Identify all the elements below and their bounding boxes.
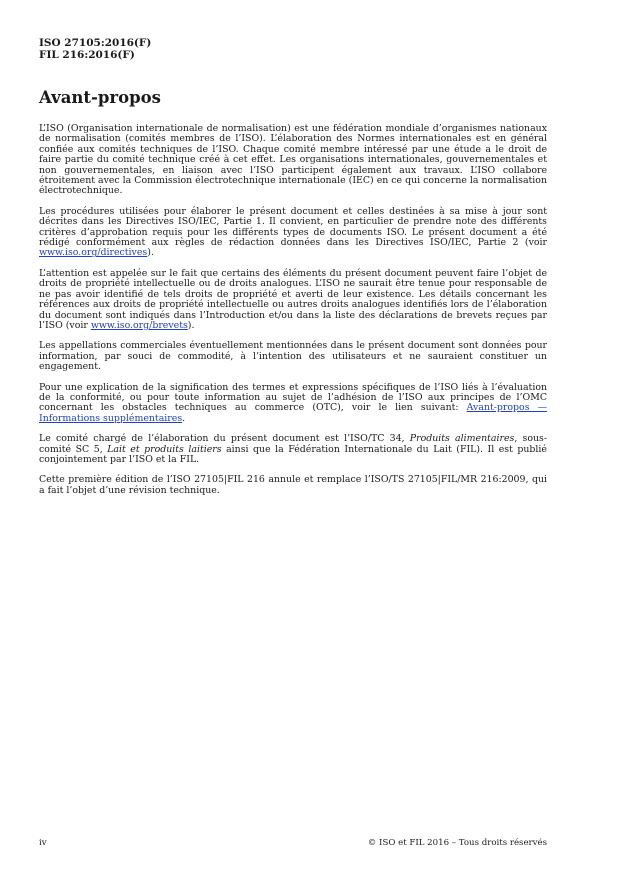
link-directives[interactable]: www.iso.org/directives: [39, 247, 148, 259]
paragraph-committee: Le comité chargé de l’élaboration du présent document est l’ISO/TC 34, Produits alimentaires, sous-comité SC 5, Lait et produits laitiers ainsi que la Fédération Internationale du Lait (FIL). Il est publié conjointement par l’ISO et la FIL.: [39, 433, 547, 465]
link-brevets[interactable]: www.iso.org/brevets: [90, 319, 188, 331]
paragraph-conformity: Pour une explication de la signification des termes et expressions spécifiques de l’ISO liés à l’évaluation de la conformité, ou pour toute information au sujet de l’adhésion de l’ISO aux principes de l’OMC concernant les obstacles techniques au commerce (OTC), voir le lien suivant: Avant-propos — Informations supplémentaires.: [39, 381, 548, 424]
page-title: Avant-propos: [39, 88, 161, 107]
standard-number-fil: FIL 216:2016(F): [39, 49, 135, 61]
paragraph-edition: Cette première édition de l’ISO 27105|FIL 216 annule et remplace l’ISO/TS 27105|FIL/MR 216:2009, qui a fait l’objet d’une révision technique.: [39, 474, 547, 496]
foreword-body: [39, 124, 547, 506]
paragraph-procedures: Les procédures utilisées pour élaborer le présent document et celles destinées à sa mise à jour sont décrites dans les Directives ISO/IEC, Partie 1. Il convient, en particulier de prendre note des différents critères d’approbation requis pour les différents types de documents ISO. Le présent document a été rédigé conformément aux règles de rédaction données dans les Directives ISO/IEC, Partie 2 (voir www.iso.org/directives).: [39, 205, 547, 259]
paragraph-trade-names: Les appellations commerciales éventuellement mentionnées dans le présent document sont données pour information, par souci de commodité, à l’intention des utilisateurs et ne sauraient constituer un engagement.: [39, 340, 547, 373]
document-header: [39, 37, 151, 61]
page-number: iv: [39, 838, 47, 848]
paragraph-patents: L’attention est appelée sur le fait que certains des éléments du présent document peuvent faire l’objet de droits de propriété intellectuelle ou de droits analogues. L’ISO ne saurait être tenue pour responsable de ne pas avoir identifié de tels droits de propriété et averti de leur existence. Les détails concernant les références aux droits de propriété intellectuelle ou autres droits analogues identifiés lors de l’élaboration du document sont indiqués dans l’Introduction et/ou dans la liste des déclarations de brevets reçues par l’ISO (voir www.iso.org/brevets).: [39, 267, 547, 331]
page-footer: [39, 838, 547, 848]
standard-number-iso: ISO 27105:2016(F): [39, 37, 152, 49]
link-supplementary-info[interactable]: Avant-propos — Informations supplémentaires: [39, 402, 548, 424]
paragraph-iso-intro: L’ISO (Organisation internationale de normalisation) est une fédération mondiale d’organismes nationaux de normalisation (comités membres de l’ISO). L’élaboration des Normes internationales est en général confiée aux comités techniques de l’ISO. Chaque comité membre intéressé par une étude a le droit de faire partie du comité technique créé à cet effet. Les organisations internationales, gouvernementales et non gouvernementales, en liaison avec l’ISO participent également aux travaux. L’ISO collabore étroitement avec la Commission électrotechnique internationale (IEC) en ce qui concerne la normalisation électrotechnique.: [39, 123, 547, 197]
copyright-notice: © ISO et FIL 2016 – Tous droits réservés: [367, 838, 547, 848]
